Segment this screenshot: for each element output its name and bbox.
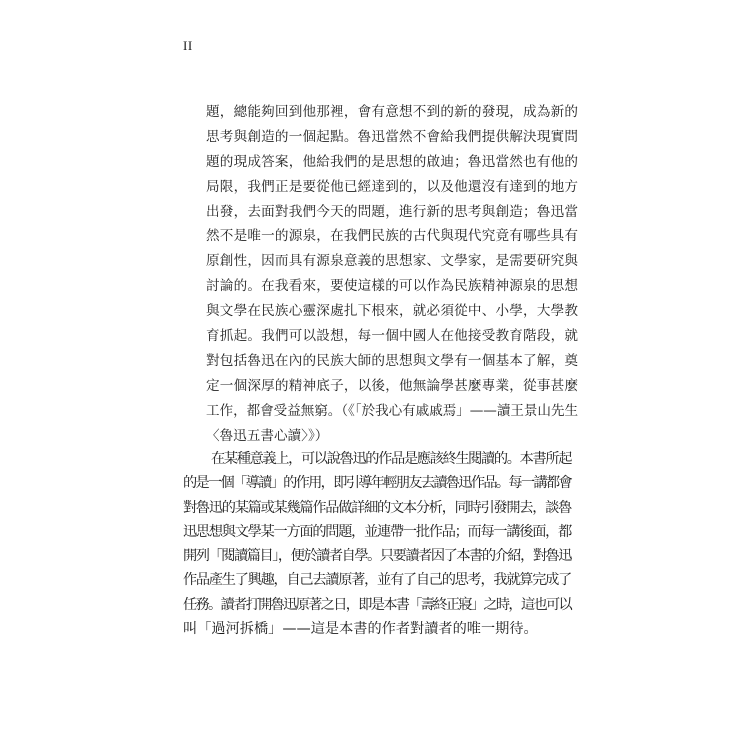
quote-line: 然不是唯一的源泉，在我們民族的古代與現代究竟有哪些具有 bbox=[206, 228, 578, 245]
quote-line: 定一個深厚的精神底子，以後，他無論學甚麼專業，從事甚麼 bbox=[206, 377, 578, 394]
body-line: 的是一個「導讀」的作用，即引導年輕朋友去讀魯迅作品。每一講都會 bbox=[183, 475, 571, 492]
page-number: II bbox=[183, 38, 193, 53]
quote-line: 題的現成答案，他給我們的是思想的啟迪；魯迅當然也有他的 bbox=[206, 153, 578, 170]
block-quote bbox=[206, 100, 578, 448]
quote-line: 思考與創造的一個起點。魯迅當然不會給我們提供解決現實問 bbox=[206, 128, 578, 145]
body-line: 叫「過河拆橋」——這是本書的作者對讀者的唯一期待。 bbox=[183, 620, 538, 637]
quote-line: 與文學在民族心靈深處扎下根來，就必須從中、小學，大學教 bbox=[206, 303, 578, 320]
quote-line: 出發，去面對我們今天的問題，進行新的思考與創造；魯迅當 bbox=[206, 203, 578, 220]
body-line: 作品產生了興趣，自己去讀原著，並有了自己的思考，我就算完成了 bbox=[183, 572, 571, 589]
quote-line: 〈魯迅五書心讀〉》） bbox=[206, 427, 329, 444]
quote-line: 局限，我們正是要從他已經達到的，以及他還沒有達到的地方 bbox=[206, 178, 578, 195]
body-paragraph bbox=[183, 447, 571, 641]
quote-line: 育抓起。我們可以設想，每一個中國人在他接受教育階段，就 bbox=[206, 328, 578, 345]
body-line: 任務。讀者打開魯迅原著之日，即是本書「壽終正寢」之時，這也可以 bbox=[183, 596, 571, 613]
quote-line: 原創性，因而具有源泉意義的思想家、文學家，是需要研究與 bbox=[206, 253, 578, 270]
body-line: 迅思想與文學某一方面的問題，並連帶一批作品；而每一講後面，都 bbox=[183, 523, 571, 540]
body-line: 在某種意義上，可以說魯迅的作品是應該終生閱讀的。本書所起 bbox=[211, 451, 571, 467]
quote-line: 工作，都會受益無窮。（《「於我心有戚戚焉」——讀王景山先生 bbox=[206, 402, 578, 419]
body-line: 對魯迅的某篇或某幾篇作品做詳細的文本分析，同時引發開去，談魯 bbox=[183, 499, 571, 516]
quote-line: 對包括魯迅在內的民族大師的思想與文學有一個基本了解，奠 bbox=[206, 352, 578, 369]
quote-line: 題，總能夠回到他那裡，會有意想不到的新的發現，成為新的 bbox=[206, 104, 578, 120]
body-line: 開列「閱讀篇目」，便於讀者自學。只要讀者因了本書的介紹，對魯迅 bbox=[183, 548, 571, 564]
quote-line: 討論的。在我看來，要使這樣的可以作為民族精神源泉的思想 bbox=[206, 278, 578, 295]
